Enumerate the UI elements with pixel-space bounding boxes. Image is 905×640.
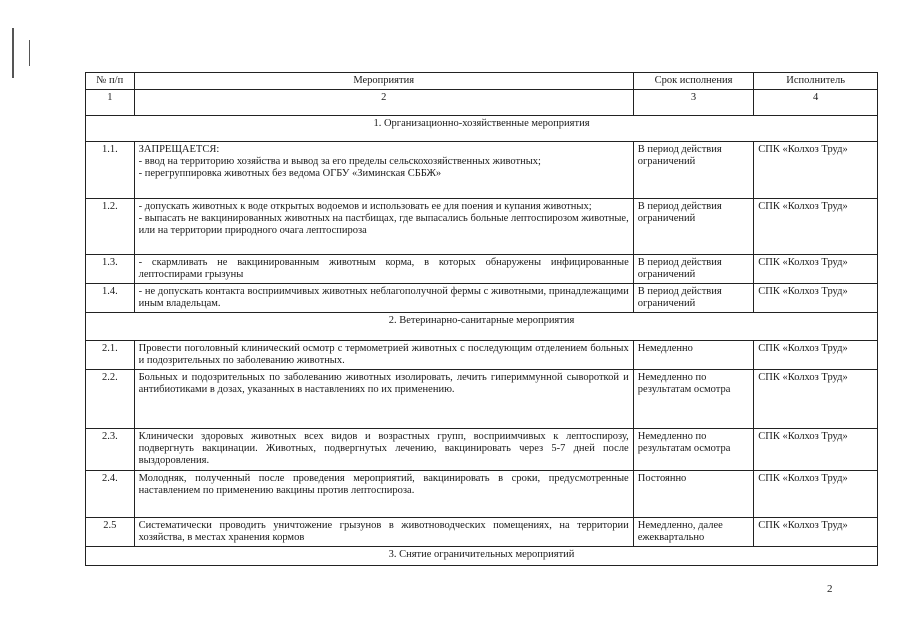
section-title: 1. Организационно-хозяйственные мероприятия — [86, 116, 878, 142]
row-executor: СПК «Колхоз Труд» — [754, 284, 878, 313]
measure-paragraph: ЗАПРЕЩАЕТСЯ: — [138, 144, 220, 155]
table-row — [86, 471, 878, 518]
measure-paragraph: - выпасать не вакцинированных животных на пастбищах, где выпасались больные лептоспирозом животные, или на территории природного очага лептоспироза — [138, 213, 629, 236]
row-executor: СПК «Колхоз Труд» — [754, 142, 878, 199]
section-row — [86, 313, 878, 341]
header-num: № п/п — [86, 73, 135, 90]
row-number: 1.4. — [86, 284, 135, 313]
measures-table — [85, 72, 878, 566]
row-executor: СПК «Колхоз Труд» — [754, 429, 878, 471]
table-row — [86, 429, 878, 471]
row-number: 1.3. — [86, 255, 135, 284]
row-executor: СПК «Колхоз Труд» — [754, 341, 878, 370]
header-executor: Исполнитель — [754, 73, 878, 90]
header-term: Срок исполнения — [633, 73, 754, 90]
table-row — [86, 199, 878, 255]
row-term: Немедленно — [633, 341, 754, 370]
row-executor: СПК «Колхоз Труд» — [754, 518, 878, 547]
measure-paragraph: - скармливать не вакцинированным животным корма, в которых обнаружены инфицированные лептоспирами грызуны — [138, 257, 629, 280]
row-term: В период действия ограничений — [633, 284, 754, 313]
table-row — [86, 518, 878, 547]
row-term: Немедленно, далее ежеквартально — [633, 518, 754, 547]
row-term: В период действия ограничений — [633, 199, 754, 255]
row-measure — [134, 370, 633, 429]
table-row — [86, 370, 878, 429]
measure-paragraph: Клинически здоровых животных всех видов и возрастных групп, восприимчивых к лептоспирозу, подвергнуть вакцинации. Животных, подвергнутых лечению, вакцинировать через 5-7 дней после выздоровления. — [138, 431, 629, 466]
column-number: 1 — [86, 90, 135, 116]
row-measure — [134, 518, 633, 547]
row-executor: СПК «Колхоз Труд» — [754, 471, 878, 518]
measure-paragraph: Больных и подозрительных по заболеванию животных изолировать, лечить гипериммунной сывороткой и антибиотиками в дозах, указанных в наставлениях по их применению. — [138, 372, 629, 395]
column-number: 3 — [633, 90, 754, 116]
row-term: В период действия ограничений — [633, 142, 754, 199]
row-executor: СПК «Колхоз Труд» — [754, 370, 878, 429]
column-number: 4 — [754, 90, 878, 116]
row-measure — [134, 471, 633, 518]
measure-paragraph: Молодняк, полученный после проведения мероприятий, вакцинировать в сроки, предусмотренные наставлением по применению вакцины против лептоспироза. — [138, 473, 629, 496]
row-measure — [134, 284, 633, 313]
row-term: Немедленно по результатам осмотра — [633, 370, 754, 429]
row-number: 1.1. — [86, 142, 135, 199]
row-number: 2.5 — [86, 518, 135, 547]
row-number: 1.2. — [86, 199, 135, 255]
row-number: 2.2. — [86, 370, 135, 429]
row-term: В период действия ограничений — [633, 255, 754, 284]
row-number: 2.4. — [86, 471, 135, 518]
row-measure — [134, 341, 633, 370]
measure-paragraph: Систематически проводить уничтожение грызунов в животноводческих помещениях, на территории хозяйства, в местах хранения кормов — [138, 520, 629, 543]
table-row — [86, 255, 878, 284]
section-row — [86, 547, 878, 566]
measure-paragraph: - перегруппировка животных без ведома ОГБУ «Зиминская СББЖ» — [138, 168, 442, 179]
row-number: 2.3. — [86, 429, 135, 471]
column-number: 2 — [134, 90, 633, 116]
section-title: 2. Ветеринарно-санитарные мероприятия — [86, 313, 878, 341]
measure-paragraph: - допускать животных к воде открытых водоемов и использовать ее для поения и купания животных; — [138, 201, 592, 212]
row-measure — [134, 199, 633, 255]
row-term: Немедленно по результатам осмотра — [633, 429, 754, 471]
row-executor: СПК «Колхоз Труд» — [754, 199, 878, 255]
measure-paragraph: - ввод на территорию хозяйства и вывод за его пределы сельскохозяйственных животных; — [138, 156, 541, 167]
column-number-row — [86, 90, 878, 116]
header-row — [86, 73, 878, 90]
section-row — [86, 116, 878, 142]
row-number: 2.1. — [86, 341, 135, 370]
scan-margin-mark-short — [29, 40, 30, 66]
row-term: Постоянно — [633, 471, 754, 518]
row-measure — [134, 429, 633, 471]
table-row — [86, 142, 878, 199]
measure-paragraph: Провести поголовный клинический осмотр с термометрией животных с последующим отделением больных и подозрительных по заболеванию животных. — [138, 343, 629, 366]
page-number: 2 — [827, 583, 833, 595]
header-measures: Мероприятия — [134, 73, 633, 90]
measure-paragraph: - не допускать контакта восприимчивых животных неблагополучной фермы с животными, принадлежащими иным владельцам. — [138, 286, 629, 309]
scan-margin-mark — [12, 28, 14, 78]
row-executor: СПК «Колхоз Труд» — [754, 255, 878, 284]
section-title: 3. Снятие ограничительных мероприятий — [86, 547, 878, 566]
row-measure — [134, 255, 633, 284]
table-row — [86, 341, 878, 370]
table-row — [86, 284, 878, 313]
row-measure — [134, 142, 633, 199]
